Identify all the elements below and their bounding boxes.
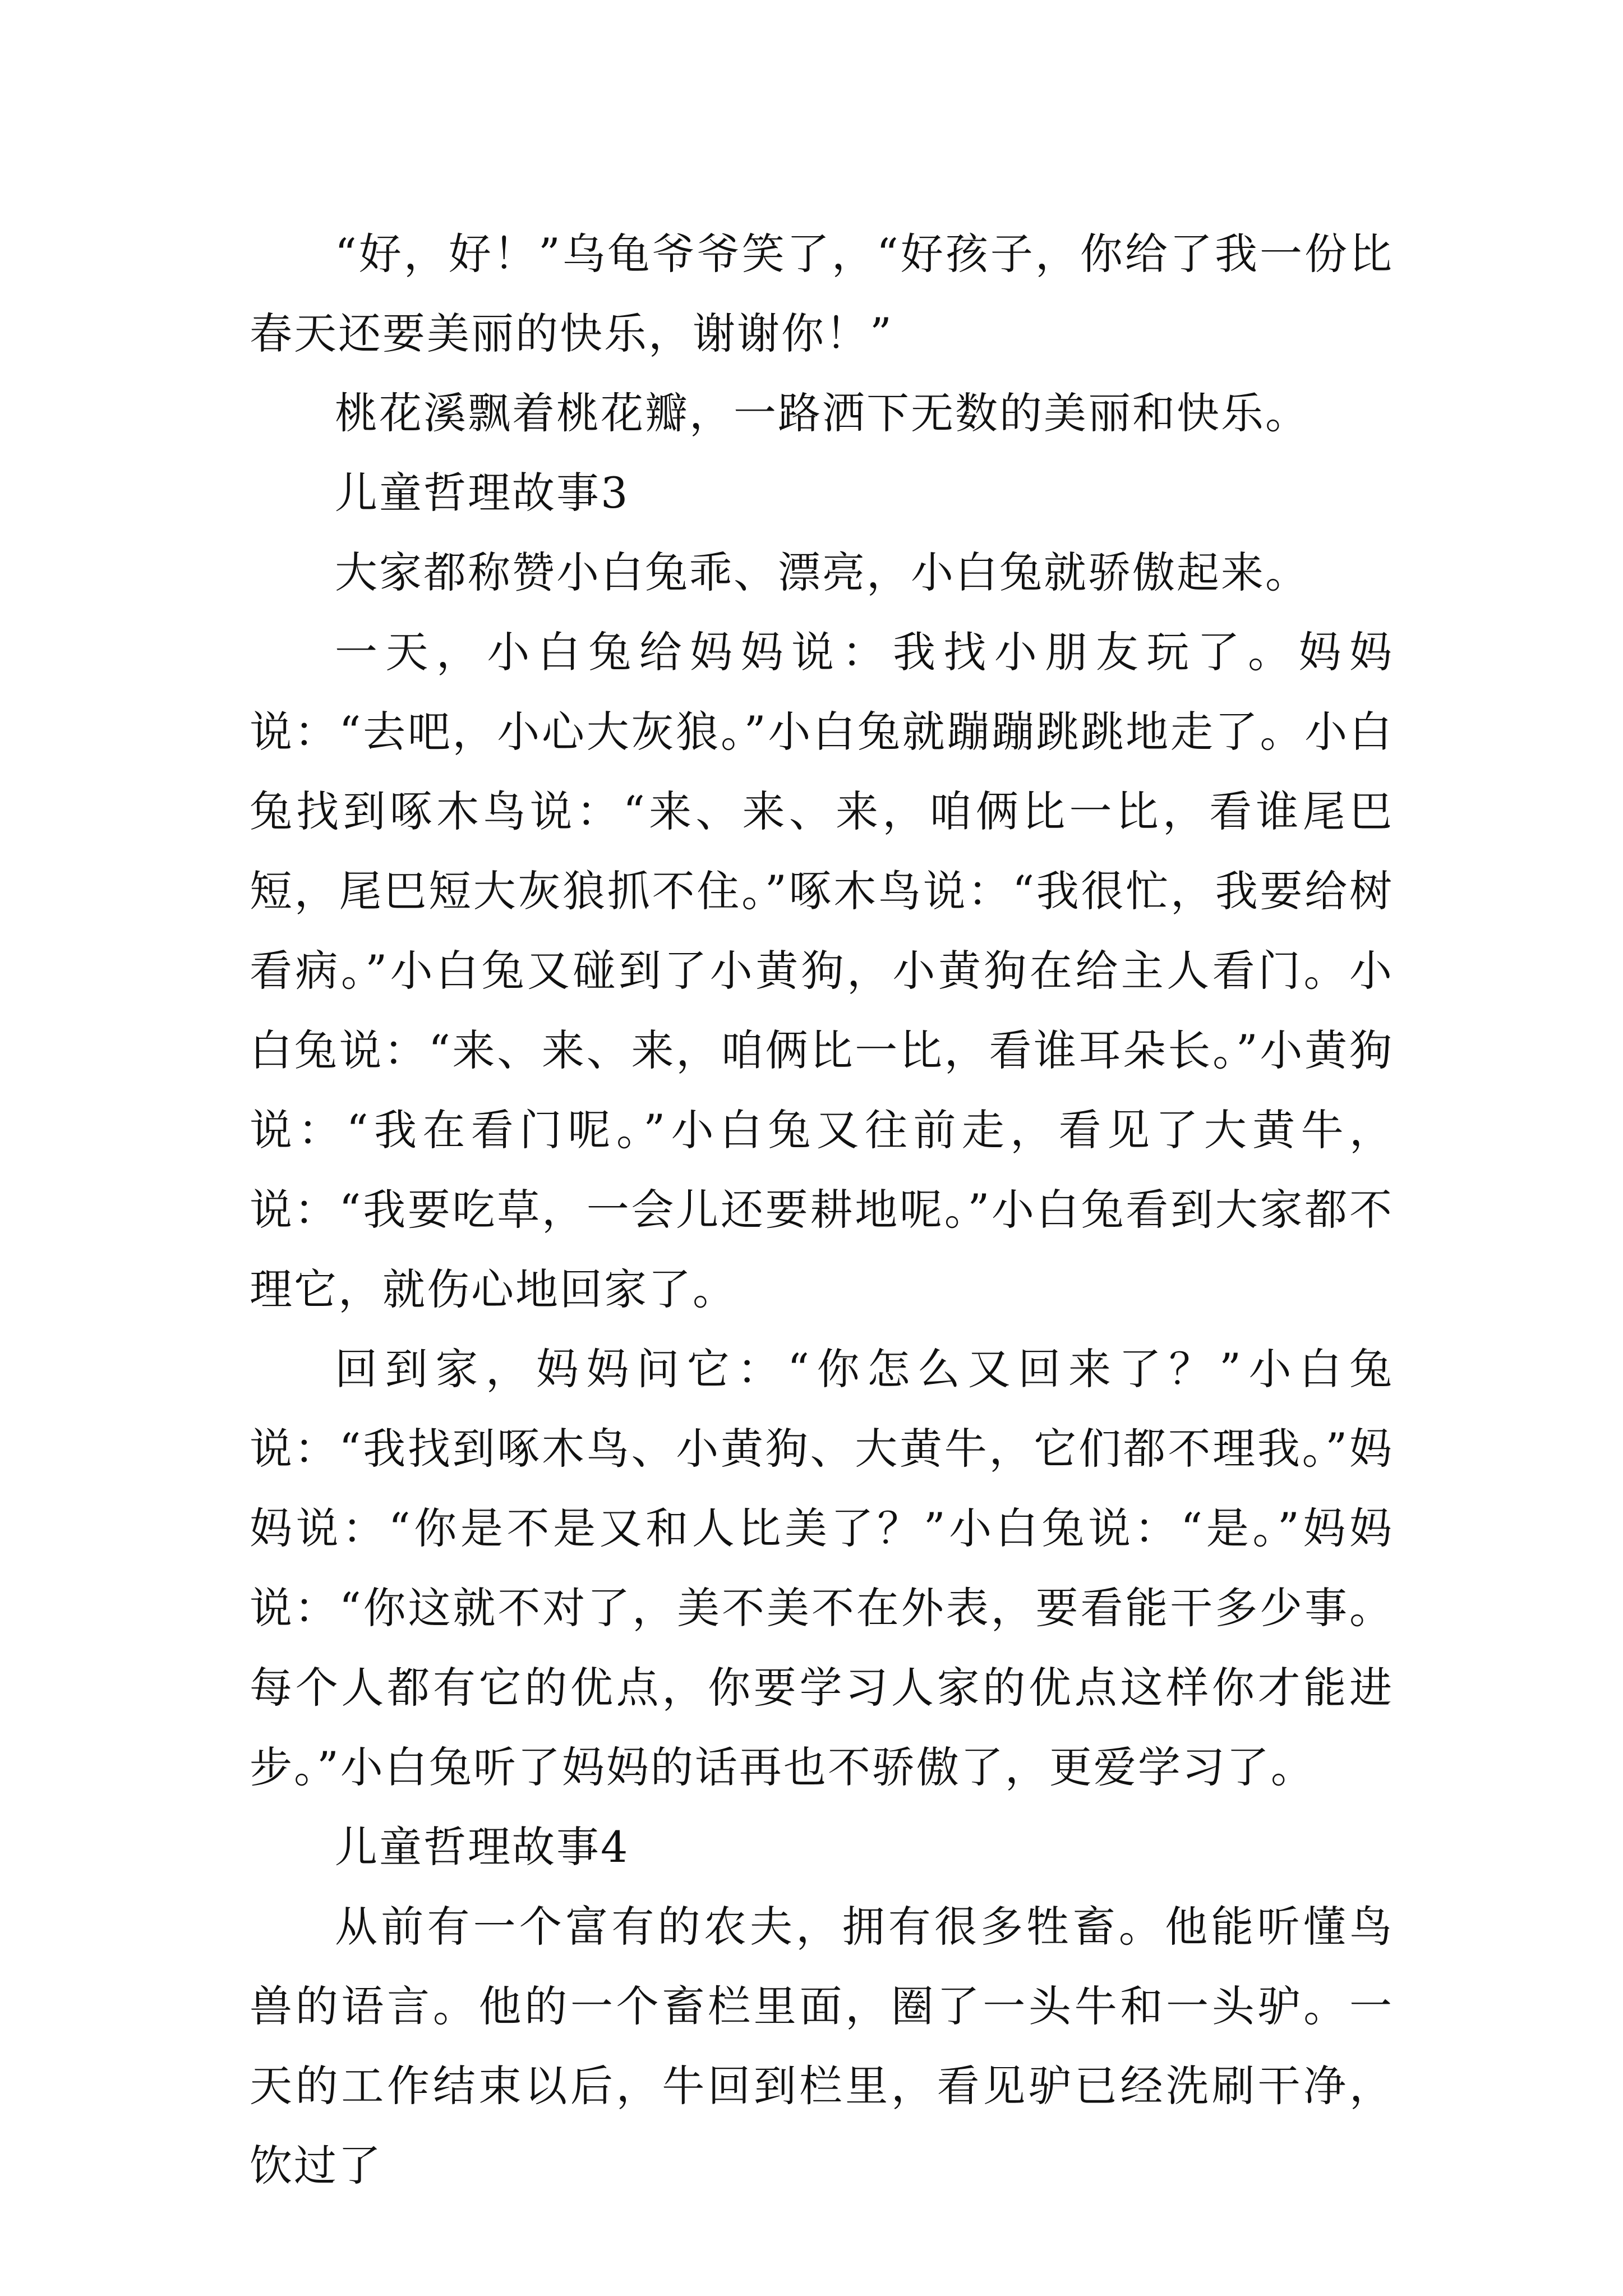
paragraph-5: 回到家，妈妈问它：“你怎么又回来了？”小白兔说：“我找到啄木鸟、小黄狗、大黄牛，它们都不理我。”妈妈说：“你是不是又和人比美了？”小白兔说：“是。”妈妈说：“你这就不对了，美不美不在外表，要看能干多少事。每个人都有它的优点，你要学习人家的优点这样你才能进步。”小白兔听了妈妈的话再也不骄傲了，更爱学习了。: [250, 1344, 1394, 1792]
section-heading-3: 儿童哲理故事3: [335, 468, 630, 518]
paragraph-6: 从前有一个富有的农夫，拥有很多牲畜。他能听懂鸟兽的语言。他的一个畜栏里面，圈了一头牛和一头驴。一天的工作结束以后，牛回到栏里，看见驴已经洗刷干净，饮过了: [250, 1902, 1394, 2191]
paragraph-2: 桃花溪飘着桃花瓣，一路洒下无数的美丽和快乐。: [335, 388, 1310, 438]
section-heading-4: 儿童哲理故事4: [335, 1822, 630, 1872]
paragraph-4: 一天，小白兔给妈妈说：我找小朋友玩了。妈妈说：“去吧，小心大灰狼。”小白兔就蹦蹦跳跳地走了。小白兔找到啄木鸟说：“来、来、来，咱俩比一比，看谁尾巴短，尾巴短大灰狼抓不住。”啄木鸟说：“我很忙，我要给树看病。”小白兔又碰到了小黄狗，小黄狗在给主人看门。小白兔说：“来、来、来，咱俩比一比，看谁耳朵长。”小黄狗说：“我在看门呢。”小白兔又往前走，看见了大黄牛，说：“我要吃草，一会儿还要耕地呢。”小白兔看到大家都不理它，就伤心地回家了。: [250, 627, 1394, 1314]
paragraph-3: 大家都称赞小白兔乖、漂亮，小白兔就骄傲起来。: [335, 547, 1310, 597]
story-text: [250, 214, 1394, 2206]
paragraph-1: “好，好！”乌龟爷爷笑了，“好孩子，你给了我一份比春天还要美丽的快乐，谢谢你！”: [250, 229, 1394, 358]
